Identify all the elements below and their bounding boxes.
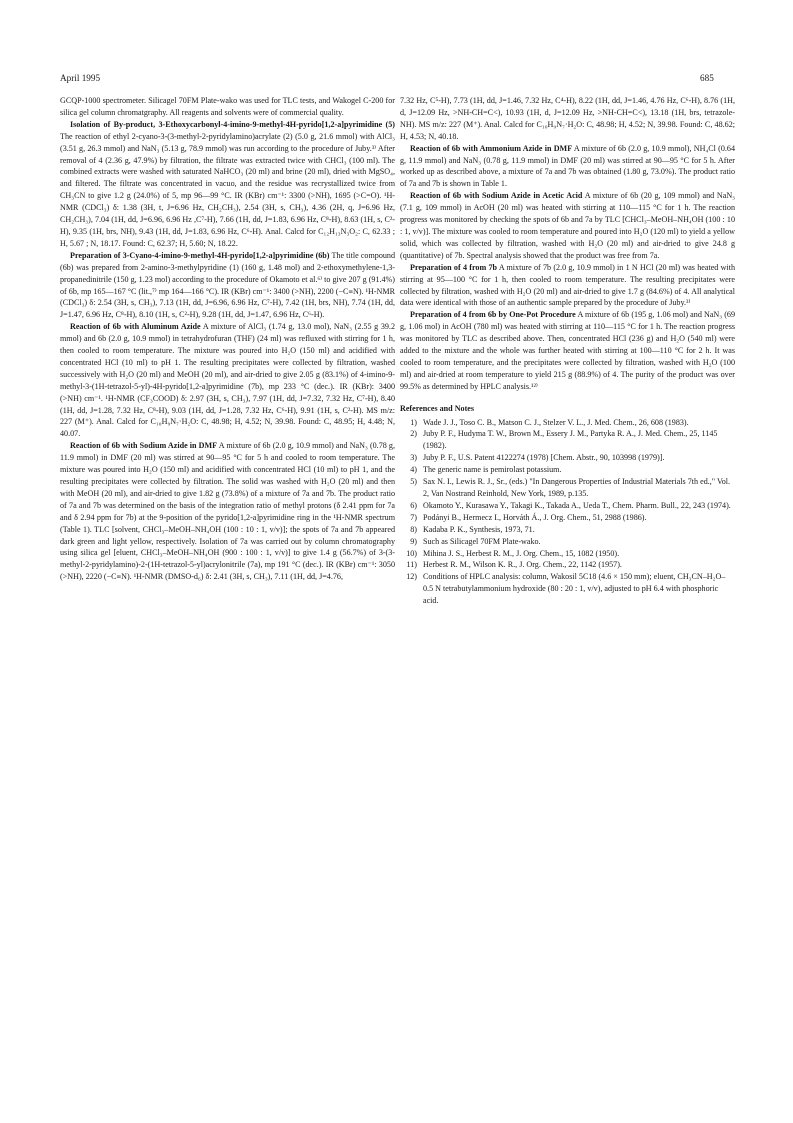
- reference-number: 5): [410, 477, 417, 487]
- references-list: [400, 417, 735, 608]
- section-heading: Reaction of 6b with Aluminum Azide: [70, 322, 201, 332]
- paragraph-text: The title compound (6b) was prepared from 2-amino-3-methylpyridine (1) (160 g, 1.48 mol) and 2-ethoxymethylene-1,3-propanedinitrile (150 g, 1.23 mol) according to the procedure of Okamoto et al.⁶⁾ to give 207 g (91.4%) of 6b, mp 165—167 °C (lit.,⁷⁾ mp 164—166 °C). IR (KBr) cm⁻¹: 3400 (>NH), 2200 (−C≡N). ¹H-NMR (CDCl₃) δ: 2.54 (3H, s, CH₃), 7.13 (1H, dd, J=6.96, 6.96 Hz, C⁷-H), 7.42 (1H, brs, NH), 7.74 (1H, dd, J=1.47, 6.96 Hz, C⁸-H), 8.10 (1H, s, C²-H), 9.28 (1H, dd, J=1.47, 6.96 Hz, C⁶-H).: [60, 250, 396, 320]
- reference-number: 1): [410, 417, 417, 427]
- reference-text: Sax N. I., Lewis R. J., Sr., (eds.) "In Dangerous Properties of Industrial Materials 7th ed.," Vol. 2, Van Nostrand Reinhold, New York, 1989, p.135.: [423, 477, 731, 498]
- reference-item: [400, 571, 735, 607]
- references-heading: References and Notes: [400, 403, 475, 413]
- reference-number: 3): [410, 453, 417, 463]
- reference-number: 10): [406, 548, 417, 558]
- reference-text: Such as Silicagel 70FM Plate-wako.: [423, 536, 541, 546]
- reference-item: [400, 428, 735, 452]
- reference-number: 12): [406, 572, 417, 582]
- reference-number: 6): [410, 500, 417, 510]
- paragraph-text: A mixture of 6b (2.0 g, 10.9 mmol) and NaN₃ (0.78 g, 11.9 mmol) in DMF (20 ml) was stirred at 90—95 °C for 5 h and cooled to room temperature. The mixture was poured into H₂O (150 ml) and acidified with concentrated HCl (10 ml) to pH 1, and the resulting precipitates were collected by filtration. The solid was washed with H₂O (20 ml) and then with MeOH (20 ml), and air-dried to give 1.82 g (73.8%) of a mixture of 7a and 7b. The product ratio of 7a and 7b was determined on the basis of the integration ratio of methyl protons (δ 2.41 ppm for 7a and δ 2.94 ppm for 7b) at the 9-position of the pyrido[1,2-a]pyrimidine ring in the ¹H-NMR spectrum (Table 1). TLC [solvent, CHCl₃–MeOH–NH₄OH (100 : 10 : 1, v/v)]; the spots of 7a and 7b appeared dark green and light yellow, respectively. Isolation of 7a was carried out by column chromatography using silica gel [eluent, CHCl₃–MeOH–NH₄OH (900 : 100 : 1, v/v)] to give 1.4 g (56.7%) of 3-(3-methyl-2-pyridylamino)-2-(1H-tetrazol-5-yl)acrylonitrile (7a), mp 191 °C (dec.). IR (KBr) cm⁻¹: 3050 (>NH), 2220 (−C≡N). ¹H-NMR (DMSO-d₆) δ: 2.41 (3H, s, CH₃), 7.11 (1H, dd, J=4.76,: [60, 441, 395, 582]
- right-paragraph: [400, 190, 735, 261]
- right-paragraph: [400, 143, 735, 191]
- reference-item: [400, 536, 735, 548]
- reference-item: [400, 464, 735, 476]
- reference-text: Mihina J. S., Herbest R. M., J. Org. Chem., 15, 1082 (1950).: [423, 548, 620, 558]
- left-paragraph: [60, 250, 395, 321]
- reference-number: 9): [410, 536, 417, 546]
- section-heading: Reaction of 6b with Sodium Azide in DMF: [70, 441, 218, 451]
- left-paragraph: [60, 119, 395, 250]
- running-header-date: April 1995: [60, 73, 101, 83]
- paragraph-text: A mixture of 7b (2.0 g, 10.9 mmol) in 1 N HCl (20 ml) was heated with stirring at 95—100 °C for 1 h, then cooled to room temperature. The resulting precipitates were collected by filtration, washed with H₂O (20 ml) and air-dried to give 1.7 g (84.6%) of 4. All analytical data were identical with those of an authentic sample prepared by the procedure of Juby.³⁾: [400, 262, 735, 308]
- right-paragraph: [400, 95, 735, 143]
- reference-text: Kadaba P. K., Synthesis, 1973, 71.: [423, 524, 535, 534]
- reference-text: Juby P. F., U.S. Patent 4122274 (1978) [Chem. Abstr., 90, 103998 (1979)].: [423, 453, 665, 463]
- paragraph-text: A mixture of 6b (195 g, 1.06 mol) and NaN₃ (69 g, 1.06 mol) in AcOH (780 ml) was heated with stirring at 110—115 °C for 1 h. The reaction progress was monitored by TLC as described above. Then, concentrated HCl (236 g) and H₂O (540 ml) were added to the mixture and the whole was further heated with stirring at 100—110 °C for 2 h. It was cooled to room temperature, and the precipitates were collected by filtration, washed with H₂O (100 ml) and air-dried at room temperature to yield 215 g (88.9%) of 4. The purity of the product was over 99.5% as determined by HPLC analysis.¹²⁾: [400, 310, 736, 391]
- reference-number: 4): [410, 465, 417, 475]
- reference-number: 8): [410, 524, 417, 534]
- reference-text: Herbest R. M., Wilson K. R., J. Org. Chem., 22, 1142 (1957).: [423, 560, 622, 570]
- page-number: 685: [700, 73, 714, 83]
- reference-item: [400, 417, 735, 429]
- reference-item: [400, 548, 735, 560]
- right-paragraph: [400, 309, 735, 392]
- paragraph-text: The reaction of ethyl 2-cyano-3-(3-methyl-2-pyridylamino)acrylate (2) (5.0 g, 21.6 mmol) with AlCl₃ (3.51 g, 26.3 mmol) and NaN₃ (5.13 g, 78.9 mmol) was run according to the procedure of Juby.³⁾ After removal of 4 (2.36 g, 47.9%) by filtration, the filtrate was extracted twice with CHCl₃ (100 ml). The combined extracts were washed with saturated NaHCO₃ (20 ml) and brine (20 ml), dried with MgSO₄, and filtered. The filtrate was concentrated in vacuo, and the residue was recrystallized twice from CH₃CN to give 1.2 g (24.0%) of 5, mp 96—99 °C. IR (KBr) cm⁻¹: 3300 (>NH), 1695 (>C=O). ¹H-NMR (CDCl₃) δ: 1.38 (3H, t, J=6.96 Hz, CH₂CH₃), 2.54 (3H, s, CH₃), 4.36 (2H, q, J=6.96 Hz, CH₂CH₃), 7.04 (1H, dd, J=6.96, 6.96 Hz ,C⁷-H), 7.66 (1H, dd, J=1.83, 6.96 Hz, C⁸-H), 8.63 (1H, s, C²-H), 9.35 (1H, brs, NH), 9.43 (1H, dd, J=1.83, 6.96 Hz, C⁶-H). Anal. Calcd for C₁₂H₁₃N₃O₂: C, 62.33 ; H, 5.67 ; N, 18.17. Found: C, 62.37; H, 5.60; N, 18.22.: [60, 131, 395, 248]
- reference-number: 2): [410, 429, 417, 439]
- left-paragraph: [60, 95, 395, 119]
- section-heading: Reaction of 6b with Sodium Azide in Acetic Acid: [410, 191, 583, 201]
- paragraph-text: A mixture of 6b (20 g, 109 mmol) and NaN₃ (7.1 g, 109 mmol) in AcOH (20 ml) was heated with stirring at 110—115 °C for 1 h. The reaction progress was monitored by checking the spots of 6b and 7a by TLC [CHCl₃–MeOH–NH₄OH (100 : 10 : 1, v/v)]. The mixture was cooled to room temperature and poured into H₂O (120 ml) to yield a yellow solid, which was collected by filtration, washed with H₂O (20 ml) and air-dried to give 24.8 g (quantitative) of 7b. Spectral analysis showed that the product was free from 7a.: [400, 191, 735, 260]
- reference-text: Conditions of HPLC analysis: column, Wakosil 5C18 (4.6 × 150 mm); eluent, CH₃CN–H₂O–0.5 N tetrabutylammonium hydroxide (80 : 20 : 1, v/v), adjusted to pH 6.4 with phosphoric acid.: [423, 572, 726, 606]
- reference-item: [400, 452, 735, 464]
- section-heading: Preparation of 4 from 6b by One-Pot Procedure: [410, 310, 576, 320]
- reference-text: Okamoto Y., Kurasawa Y., Takagi K., Takada A., Ueda T., Chem. Pharm. Bull., 22, 243 (1974).: [423, 500, 731, 510]
- section-heading: Reaction of 6b with Ammonium Azide in DMF: [410, 143, 573, 153]
- reference-text: Podányi B., Hermecz I., Horváth Á., J. Org. Chem., 51, 2988 (1986).: [423, 512, 647, 522]
- section-heading: Preparation of 4 from 7b: [410, 262, 498, 272]
- right-paragraph: [400, 262, 735, 310]
- right-column: [400, 95, 735, 607]
- paragraph-text: 7.32 Hz, C⁵-H), 7.73 (1H, dd, J=1.46, 7.32 Hz, C⁴-H), 8.22 (1H, dd, J=1.46, 4.76 Hz, C⁶-H), 8.76 (1H, d, J=12.09 Hz, >NH-CH=C<), 10.93 (1H, d, J=12.09 Hz, >NH-CH=C<), 13.18 (1H, brs, tetrazole-NH). MS m/z: 227 (M⁺). Anal. Calcd for C₁₀H₉N₇·H₂O: C, 48.98; H, 4.52; N, 39.98. Found: C, 48.62; H, 4.53; N, 40.18.: [400, 96, 735, 141]
- reference-item: [400, 559, 735, 571]
- section-heading: Preparation of 3-Cyano-4-imino-9-methyl-4H-pyrido[1,2-a]pyrimidine (6b): [70, 250, 330, 260]
- section-heading: Isolation of By-product, 3-Ethoxycarbonyl-4-imino-9-methyl-4H-pyrido[1,2-a]pyrimidine (5): [70, 119, 395, 129]
- reference-item: [400, 512, 735, 524]
- left-paragraph: [60, 440, 395, 583]
- reference-number: 11): [406, 560, 417, 570]
- paragraph-text: A mixture of AlCl₃ (1.74 g, 13.0 mol), NaN₃ (2.55 g 39.2 mmol) and 6b (2.0 g, 10.9 mmol) in tetrahydrofuran (THF) (24 ml) was refluxed with stirring for 1 h, then cooled to room temperature. The mixture was poured into H₂O (150 ml) and acidified with concentrated HCl (10 ml) to pH 1. The resulting precipitates were collected by filtration, washed successively with H₂O (20 ml) and MeOH (20 ml), and air-dried to give 2.05 g (83.1%) of 4-imino-9-methyl-3-(1H-tetrazol-5-yl)-4H-pyrido[1,2-a]pyrimidine (7b), mp 233 °C (dec.). IR (KBr): 3400 (>NH) cm⁻¹. ¹H-NMR (CF₃COOD) δ: 2.97 (3H, s, CH₃), 7.97 (1H, dd, J=7.32, 7.32 Hz, C⁷-H), 8.40 (1H, dd, J=1.28, 7.32 Hz, C⁸-H), 9.03 (1H, dd, J=1.28, 7.32 Hz, C⁶-H), 9.91 (1H, s, C²-H). MS m/z: 227 (M⁺). Anal. Calcd for C₁₀H₉N₇·H₂O: C, 48.98; H, 4.52; N, 39.98. Found: C, 48.95; H, 4.48; N, 40.07.: [60, 322, 396, 439]
- left-paragraph: [60, 321, 395, 440]
- reference-text: Wade J. J., Toso C. B., Matson C. J., Stelzer V. L., J. Med. Chem., 26, 608 (1983).: [423, 417, 689, 427]
- reference-text: The generic name is pemirolast potassium.: [423, 465, 562, 475]
- reference-item: [400, 476, 735, 500]
- reference-item: [400, 500, 735, 512]
- reference-text: Juby P. F., Hudyma T. W., Brown M., Essery J. M., Partyka R. A., J. Med. Chem., 25, 1145 (1982).: [423, 429, 718, 451]
- left-column: [60, 95, 395, 583]
- paragraph-text: A mixture of 6b (2.0 g, 10.9 mmol), NH₄Cl (0.64 g, 11.9 mmol) and NaN₃ (0.78 g, 11.9 mmol) in DMF (20 ml) was stirred at 90—95 °C for 5 h. After worked up as described above, a mixture of 7a and 7b was obtained (1.80 g, 73.0%). The product ratio of 7a and 7b is shown in Table 1.: [400, 143, 735, 189]
- paragraph-text: GCQP-1000 spectrometer. Silicagel 70FM Plate-wako was used for TLC tests, and Wakogel C-200 for silica gel column chromatgraphy. All reagents and solvents were of commercial quality.: [60, 96, 395, 117]
- reference-item: [400, 524, 735, 536]
- reference-number: 7): [410, 512, 417, 522]
